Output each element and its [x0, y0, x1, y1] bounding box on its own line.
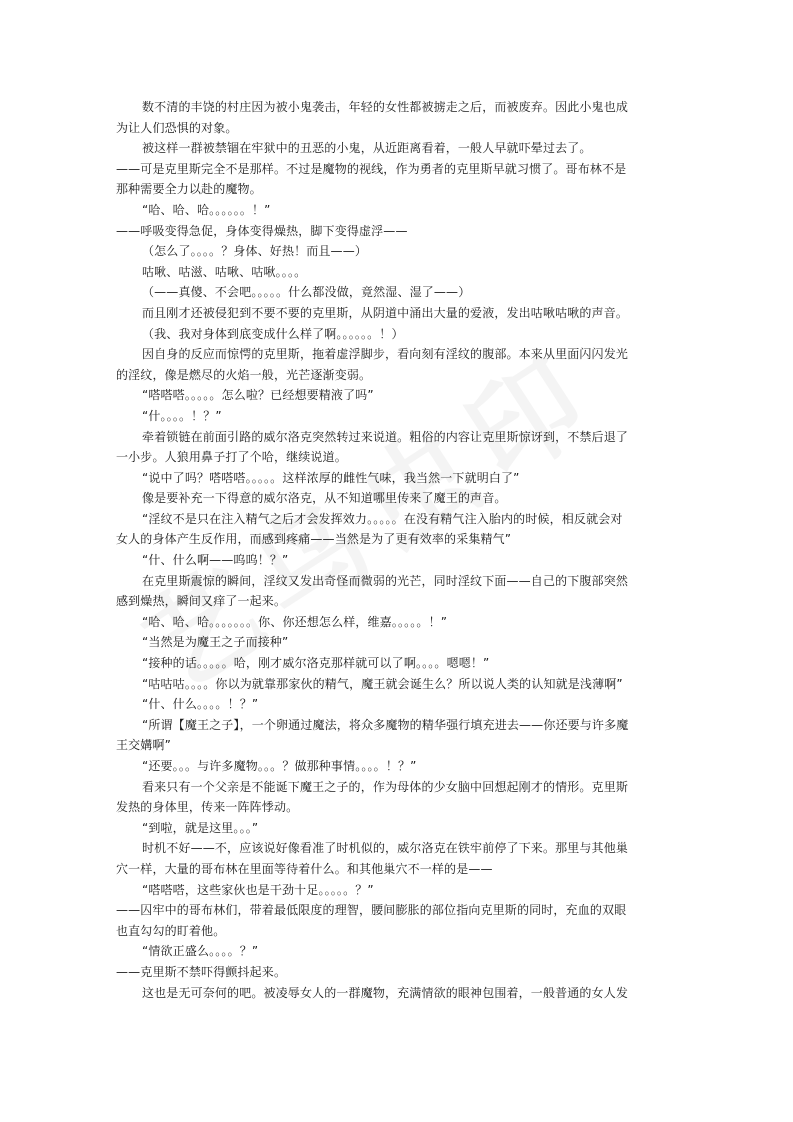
- text-line: ——囚牢中的哥布林们，带着最低限度的理智，腰间膨胀的部位指向克里斯的同时，充血的双眼: [116, 903, 627, 918]
- text-line: “嗒嗒嗒。。。。。怎么啦？已经想要精液了吗”: [142, 388, 374, 403]
- text-line: 王交媾啊”: [116, 738, 171, 753]
- text-line: “什、什么。。。。！？”: [142, 697, 259, 712]
- text-line: 感到燥热，瞬间又痒了一起来。: [116, 594, 287, 609]
- document-body: [116, 97, 682, 1003]
- text-line: “情欲正盛么。。。。？”: [142, 944, 259, 959]
- text-line: “接种的话。。。。。哈，刚才威尔洛克那样就可以了啊。。。。嗯嗯！”: [142, 656, 490, 671]
- text-line: 的淫纹，像是燃尽的火焰一般，光芒逐渐变弱。: [116, 367, 372, 382]
- text-line: （我、我对身体到底变成什么样了啊。。。。。。！）: [142, 326, 404, 341]
- text-line: “淫纹不是只在注入精气之后才会发挥效力。。。。。在没有精气注入胎内的时候，相反就会对: [142, 511, 623, 526]
- text-line: 一小步。人狼用鼻子打了个哈，继续说道。: [116, 450, 347, 465]
- text-line: （——真傻、不会吧。。。。。什么都没做，竟然湿、湿了——）: [142, 285, 471, 300]
- text-line: 为让人们恐惧的对象。: [116, 120, 238, 135]
- text-line: “当然是为魔王之子而接种”: [142, 635, 289, 650]
- text-line: 发热的身体里，传来一阵阵悸动。: [116, 800, 299, 815]
- text-line: 咕啾、咕滋、咕啾、咕啾。。。。: [142, 264, 307, 279]
- text-line: 被这样一群被禁锢在牢狱中的丑恶的小鬼，从近距离看着，一般人早就吓晕过去了。: [142, 141, 592, 156]
- text-line: 因自身的反应而惊愕的克里斯，拖着虚浮脚步，看向刻有淫纹的腹部。本来从里面闪闪发光: [142, 347, 629, 362]
- text-line: “哈、哈、哈。。。。。。！”: [142, 202, 271, 217]
- text-line: 时机不好——不，应该说好像看准了时机似的，威尔洛克在铁牢前停了下来。那里与其他巢: [142, 841, 629, 856]
- text-line: 像是要补充一下得意的威尔洛克，从不知道哪里传来了魔王的声音。: [142, 491, 507, 506]
- text-line: “咕咕咕。。。。你以为就靠那家伙的精气，魔王就会诞生么？所以说人类的认知就是浅薄啊”: [142, 676, 623, 691]
- text-line: 穴一样，大量的哥布林在里面等待着什么。和其他巢穴不一样的是——: [116, 861, 493, 876]
- text-line: （怎么了。。。。？身体、好热！而且——）: [142, 244, 368, 259]
- text-line: 女人的身体产生反作用，而感到疼痛——当然是为了更有效率的采集精气”: [116, 532, 512, 547]
- text-line: ——呼吸变得急促，身体变得燥热，脚下变得虚浮——: [116, 223, 408, 238]
- text-line: “什。。。。！？”: [142, 408, 222, 423]
- text-line: 在克里斯震惊的瞬间，淫纹又发出奇怪而微弱的光芒，同时淫纹下面——自己的下腹部突然: [142, 573, 629, 588]
- text-line: “还要。。。与许多魔物。。。？做那种事情。。。。！？”: [142, 759, 417, 773]
- text-line: “说中了吗？嗒嗒嗒。。。。。这样浓厚的雌性气味，我当然一下就明白了”: [142, 470, 520, 485]
- text-line: “到啦，就是这里。。。”: [142, 820, 259, 835]
- text-line: 也直勾勾的盯着他。: [116, 923, 226, 938]
- text-line: “嗒嗒嗒，这些家伙也是干劲十足。。。。。？”: [142, 882, 374, 897]
- text-line: 那种需要全力以赴的魔物。: [116, 182, 262, 197]
- text-line: 牵着锁链在前面引路的威尔洛克突然转过来说道。粗俗的内容让克里斯惊讶到，不禁后退了: [142, 429, 629, 444]
- text-line: “哈、哈、哈。。。。。。。你、你还想怎么样，维嘉。。。。。！”: [142, 614, 448, 629]
- text-line: 这也是无可奈何的吧。被凌辱女人的一群魔物，充满情欲的眼神包围着，一般普通的女人发: [142, 985, 629, 1000]
- text-line: “什、什么啊——呜呜！？”: [142, 553, 289, 568]
- text-line: 而且刚才还被侵犯到不要不要的克里斯，从阴道中涌出大量的爱液，发出咕啾咕啾的声音。: [142, 305, 629, 320]
- text-line: ——可是克里斯完全不是那样。不过是魔物的视线，作为勇者的克里斯早就习惯了。哥布林不是: [116, 161, 627, 176]
- text-line: 看来只有一个父亲是不能诞下魔王之子的，作为母体的少女脑中回想起刚才的情形。克里斯: [142, 779, 629, 794]
- text-line: ——克里斯不禁吓得颤抖起来。: [116, 964, 287, 979]
- text-line: 数不清的丰饶的村庄因为被小鬼袭击，年轻的女性都被掳走之后，而被废弃。因此小鬼也成: [142, 100, 629, 114]
- text-line: “所谓【魔王之子】，一个卵通过魔法，将众多魔物的精华强行填充进去——你还要与许多魔: [142, 717, 629, 732]
